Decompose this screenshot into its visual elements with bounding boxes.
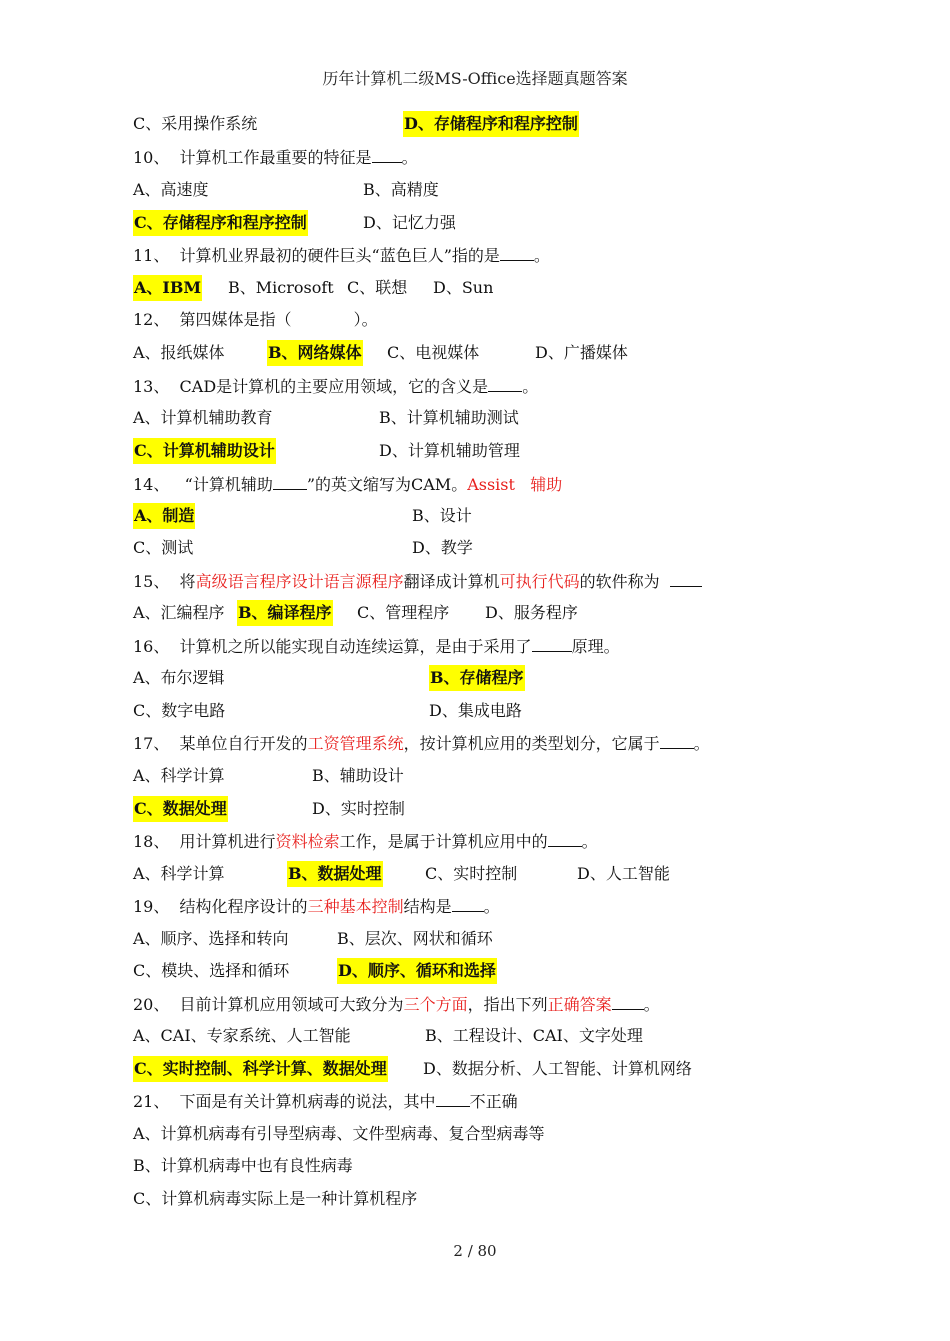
q17-option-b: B、辅助设计 — [312, 766, 404, 785]
q19-option-b: B、层次、网状和循环 — [337, 929, 493, 948]
q10-text: 计算机工作最重要的特征是 — [179, 148, 372, 167]
current-page: 2 — [453, 1242, 463, 1260]
q11-option-a: A、IBM — [133, 275, 202, 301]
q10-option-b: B、高精度 — [363, 180, 439, 199]
q12-question: 12、 第四媒体是指（ ）。 — [133, 310, 378, 329]
q19-highlight: 三种基本控制 — [307, 897, 404, 916]
q13-option-d: D、计算机辅助管理 — [379, 441, 520, 460]
q14-question: 14、 “计算机辅助 ”的英文缩写为CAM。Assist 辅助 — [133, 471, 562, 497]
answer-blank — [273, 471, 307, 490]
q18-number: 18、 — [133, 832, 170, 851]
q18-option-d: D、人工智能 — [577, 864, 670, 883]
answer-blank — [660, 730, 694, 749]
q13-option-b: B、计算机辅助测试 — [379, 408, 519, 427]
answer-blank — [452, 893, 484, 912]
q15-option-b: B、编译程序 — [237, 600, 333, 626]
q15-option-d: D、服务程序 — [485, 603, 578, 622]
q19-option-c: C、模块、选择和循环 — [133, 961, 290, 980]
q21-option-b: B、计算机病毒中也有良性病毒 — [133, 1156, 353, 1175]
q12-number: 12、 — [133, 310, 170, 329]
q11-number: 11、 — [133, 246, 170, 265]
q21-option-c: C、计算机病毒实际上是一种计算机程序 — [133, 1189, 418, 1208]
q18-option-c: C、实时控制 — [425, 864, 518, 883]
q20-option-a: A、CAI、专家系统、人工智能 — [133, 1026, 351, 1045]
q11-question: 11、 计算机业界最初的硬件巨头“蓝色巨人”指的是 。 — [133, 242, 550, 268]
q20-option-c: C、实时控制、科学计算、数据处理 — [133, 1056, 388, 1082]
answer-blank — [436, 1088, 470, 1107]
q16-option-c: C、数字电路 — [133, 701, 226, 720]
q11-option-b: B、Microsoft — [228, 278, 334, 297]
q13-number: 13、 — [133, 377, 170, 396]
q18-highlight: 资料检索 — [275, 832, 340, 851]
q15-question: 15、 将高级语言程序设计语言源程序翻译成计算机可执行代码的软件称为 — [133, 568, 702, 594]
q15-option-c: C、管理程序 — [357, 603, 450, 622]
q13-option-c: C、计算机辅助设计 — [133, 438, 276, 464]
q19-question: 19、 结构化程序设计的三种基本控制结构是 。 — [133, 893, 500, 919]
q19-number: 19、 — [133, 897, 170, 916]
q16-option-d: D、集成电路 — [429, 701, 522, 720]
q16-option-a: A、布尔逻辑 — [133, 668, 225, 687]
q21-option-a-line — [133, 1121, 545, 1147]
q20-highlight-areas: 三个方面 — [403, 995, 468, 1014]
q13-question: 13、 CAD是计算机的主要应用领域，它的含义是 。 — [133, 373, 538, 399]
q15-number: 15、 — [133, 572, 170, 591]
q17-question: 17、 某单位自行开发的工资管理系统，按计算机应用的类型划分，它属于 。 — [133, 730, 710, 756]
answer-blank — [488, 373, 522, 392]
total-pages: 80 — [477, 1242, 497, 1260]
q14-text: “计算机辅助 — [184, 475, 273, 494]
q21-number: 21、 — [133, 1092, 170, 1111]
q17-number: 17、 — [133, 734, 170, 753]
q20-highlight-answer: 正确答案 — [547, 995, 612, 1014]
q17-option-a: A、科学计算 — [133, 766, 225, 785]
q19-option-a: A、顺序、选择和转向 — [133, 929, 289, 948]
q20-option-b: B、工程设计、CAI、文字处理 — [425, 1026, 643, 1045]
q10-option-a: A、高速度 — [133, 180, 209, 199]
q12-option-c: C、电视媒体 — [387, 343, 480, 362]
q18-question: 18、 用计算机进行资料检索工作，是属于计算机应用中的 。 — [133, 828, 598, 854]
q13-text: CAD是计算机的主要应用领域，它的含义是 — [179, 377, 489, 396]
q21-text: 下面是有关计算机病毒的说法，其中 — [179, 1092, 436, 1111]
q16-number: 16、 — [133, 637, 170, 656]
q19-option-d: D、顺序、循环和选择 — [337, 958, 497, 984]
page-header: 历年计算机二级MS-Office选择题真题答案 — [322, 69, 628, 88]
q10-option-d: D、记忆力强 — [363, 213, 456, 232]
answer-blank — [612, 991, 644, 1010]
q10-option-c: C、存储程序和程序控制 — [133, 210, 308, 236]
q17-option-c: C、数据处理 — [133, 796, 228, 822]
q12-option-b: B、网络媒体 — [267, 340, 363, 366]
q10-question: 10、 计算机工作最重要的特征是 。 — [133, 144, 418, 170]
q21-option-b-line — [133, 1153, 353, 1179]
q17-highlight: 工资管理系统 — [307, 734, 404, 753]
q20-question: 20、 目前计算机应用领域可大致分为三个方面，指出下列正确答案 。 — [133, 991, 660, 1017]
q16-text: 计算机之所以能实现自动连续运算，是由于采用了 — [179, 637, 532, 656]
q20-option-d: D、数据分析、人工智能、计算机网络 — [423, 1059, 692, 1078]
q16-question: 16、 计算机之所以能实现自动连续运算，是由于采用了 原理。 — [133, 633, 620, 659]
q17-option-d: D、实时控制 — [312, 799, 405, 818]
q15-highlight-code: 可执行代码 — [499, 572, 580, 591]
q21-question: 21、 下面是有关计算机病毒的说法，其中 不正确 — [133, 1088, 518, 1114]
answer-blank — [548, 828, 582, 847]
q9-option-c: C、采用操作系统 — [133, 114, 258, 133]
q14-note-fuzhu: 辅助 — [530, 475, 563, 494]
q15-highlight-source: 高级语言程序设计语言源程序 — [195, 572, 404, 591]
q11-text: 计算机业界最初的硬件巨头“蓝色巨人”指的是 — [179, 246, 500, 265]
q12-option-a: A、报纸媒体 — [133, 343, 225, 362]
q14-note-assist: Assist — [467, 475, 515, 494]
q20-number: 20、 — [133, 995, 170, 1014]
answer-blank — [500, 242, 534, 261]
answer-blank — [372, 144, 402, 163]
q14-number: 14、 — [133, 475, 170, 494]
answer-blank — [532, 633, 572, 652]
answer-blank — [670, 568, 702, 587]
q14-option-b: B、设计 — [412, 506, 472, 525]
q9-option-d: D、存储程序和程序控制 — [403, 111, 579, 137]
q11-option-c: C、联想 — [347, 278, 408, 297]
page-number: 2 / 80 — [453, 1242, 497, 1260]
q12-option-d: D、广播媒体 — [535, 343, 628, 362]
q15-option-a: A、汇编程序 — [133, 603, 225, 622]
q16-option-b: B、存储程序 — [429, 665, 525, 691]
q13-option-a: A、计算机辅助教育 — [133, 408, 273, 427]
q21-option-a: A、计算机病毒有引导型病毒、文件型病毒、复合型病毒等 — [133, 1124, 545, 1143]
q10-number: 10、 — [133, 148, 170, 167]
q18-option-b: B、数据处理 — [287, 861, 383, 887]
q14-option-c: C、测试 — [133, 538, 194, 557]
q11-option-d: D、Sun — [433, 278, 494, 297]
q18-option-a: A、科学计算 — [133, 864, 225, 883]
q21-option-c-line — [133, 1186, 417, 1212]
q14-option-d: D、教学 — [412, 538, 473, 557]
q14-option-a: A、制造 — [133, 503, 195, 529]
q12-text: 第四媒体是指（ — [179, 310, 292, 329]
